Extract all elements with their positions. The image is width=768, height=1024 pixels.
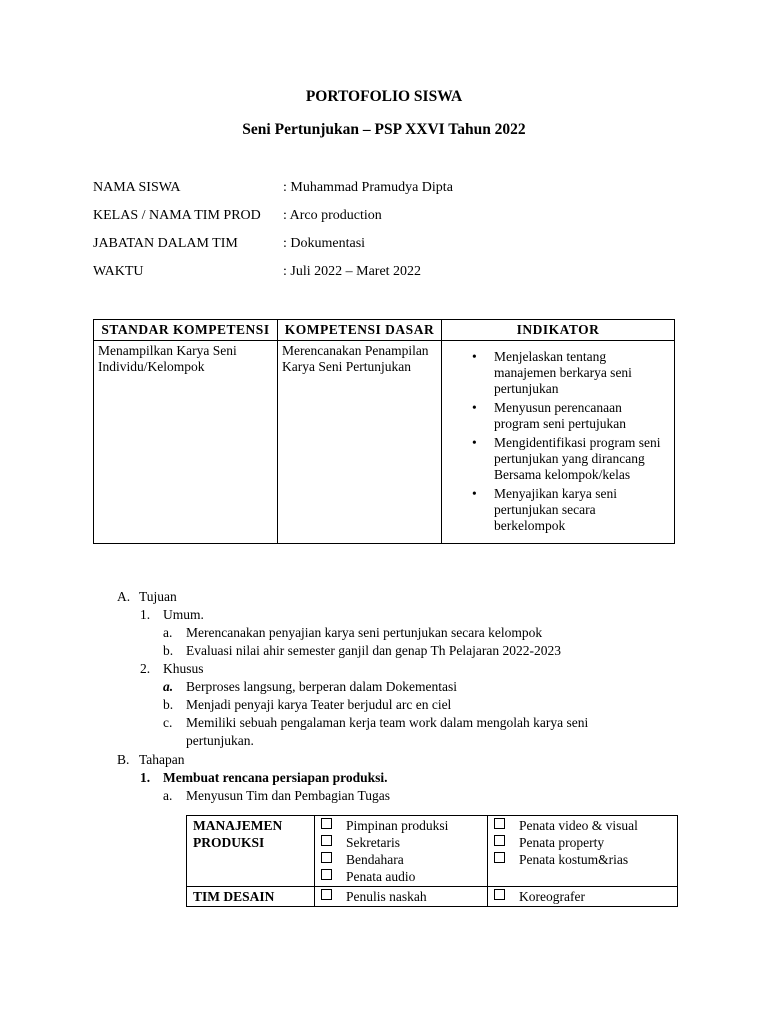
role-list bbox=[494, 888, 671, 905]
team-table bbox=[186, 815, 678, 907]
umum-item-marker: b. bbox=[163, 643, 174, 658]
role-item bbox=[494, 888, 671, 905]
role-item bbox=[321, 868, 481, 885]
indikator-text: Mengidentifikasi program seni pertunjukan yang dirancang Bersama kelompok/kelas bbox=[494, 435, 661, 482]
bullet-icon: • bbox=[472, 486, 477, 501]
team-col2 bbox=[488, 887, 678, 907]
checkbox-icon bbox=[321, 889, 332, 900]
umum-item-text: Merencanakan penyajian karya seni pertunjukan secara kelompok bbox=[186, 625, 543, 640]
role-item bbox=[494, 817, 671, 834]
role-label: Bendahara bbox=[346, 852, 404, 867]
indikator-text: Menjelaskan tentang manajemen berkarya seni pertunjukan bbox=[494, 349, 632, 396]
role-item bbox=[494, 834, 671, 851]
role-label: Penata kostum&rias bbox=[519, 852, 629, 867]
indikator-item bbox=[472, 435, 670, 483]
cell-dasar: Merencanakan Penampilan Karya Seni Pertunjukan bbox=[278, 341, 442, 544]
cell-standar: Menampilkan Karya Seni Individu/Kelompok bbox=[94, 341, 278, 544]
role-item bbox=[321, 817, 481, 834]
section-b-marker: B. bbox=[117, 752, 130, 767]
khusus-item-marker: b. bbox=[163, 697, 174, 712]
team-row-head: TIM DESAIN bbox=[187, 887, 315, 907]
role-list bbox=[494, 817, 671, 868]
info-label-jabatan: JABATAN DALAM TIM bbox=[93, 236, 238, 251]
section-a-marker: A. bbox=[117, 589, 131, 604]
tahap1-label: Membuat rencana persiapan produksi. bbox=[163, 770, 388, 785]
role-label: Pimpinan produksi bbox=[346, 818, 449, 833]
info-label-kelas: KELAS / NAMA TIM PROD bbox=[93, 208, 261, 223]
tahap1-marker: 1. bbox=[140, 770, 151, 785]
kompetensi-table bbox=[93, 319, 675, 544]
section-b-label: Tahapan bbox=[139, 752, 185, 767]
team-row-manajemen bbox=[187, 816, 678, 887]
khusus-marker: 2. bbox=[140, 661, 151, 676]
tahap1a-marker: a. bbox=[163, 788, 173, 803]
team-row-head: MANAJEMEN PRODUKSI bbox=[187, 816, 315, 887]
team-col2 bbox=[488, 816, 678, 887]
role-label: Penata video & visual bbox=[519, 818, 638, 833]
info-value-nama: : Muhammad Pramudya Dipta bbox=[283, 180, 453, 195]
khusus-item-marker: c. bbox=[163, 715, 173, 730]
cell-indikator bbox=[442, 341, 675, 544]
role-list bbox=[321, 817, 481, 885]
khusus-item-text: Menjadi penyaji karya Teater berjudul arc en ciel bbox=[186, 697, 452, 712]
checkbox-icon bbox=[494, 835, 505, 846]
khusus-item-text: Berproses langsung, berperan dalam Dokementasi bbox=[186, 679, 458, 694]
role-label: Penulis naskah bbox=[346, 889, 427, 904]
role-label: Koreografer bbox=[519, 889, 585, 904]
info-label-nama: NAMA SISWA bbox=[93, 180, 181, 195]
page-title: PORTOFOLIO SISWA bbox=[305, 88, 463, 105]
kompetensi-row bbox=[94, 341, 675, 544]
info-value-jabatan: : Dokumentasi bbox=[283, 236, 366, 251]
role-list bbox=[321, 888, 481, 905]
indikator-item bbox=[472, 486, 670, 534]
umum-item-marker: a. bbox=[163, 625, 173, 640]
checkbox-icon bbox=[494, 818, 505, 829]
header-standar-kompetensi: STANDAR KOMPETENSI bbox=[94, 320, 278, 341]
role-item bbox=[321, 834, 481, 851]
indikator-text: Menyusun perencanaan program seni pertujukan bbox=[494, 400, 626, 431]
role-item bbox=[321, 851, 481, 868]
header-indikator: INDIKATOR bbox=[442, 320, 675, 341]
info-value-kelas: : Arco production bbox=[283, 208, 382, 223]
header-kompetensi-dasar: KOMPETENSI DASAR bbox=[278, 320, 442, 341]
indikator-item bbox=[472, 349, 670, 397]
checkbox-icon bbox=[494, 889, 505, 900]
role-label: Penata audio bbox=[346, 869, 416, 884]
umum-marker: 1. bbox=[140, 607, 151, 622]
role-item bbox=[494, 851, 671, 868]
khusus-item-continuation: pertunjukan. bbox=[186, 733, 254, 748]
section-a-label: Tujuan bbox=[139, 589, 177, 604]
khusus-item-text: Memiliki sebuah pengalaman kerja team work dalam mengolah karya seni bbox=[186, 715, 589, 730]
page-subtitle: Seni Pertunjukan – PSP XXVI Tahun 2022 bbox=[242, 121, 526, 138]
role-item bbox=[321, 888, 481, 905]
umum-item-text: Evaluasi nilai ahir semester ganjil dan genap Th Pelajaran 2022-2023 bbox=[186, 643, 562, 658]
umum-label: Umum. bbox=[163, 607, 204, 622]
khusus-label: Khusus bbox=[163, 661, 204, 676]
checkbox-icon bbox=[321, 852, 332, 863]
indikator-text: Menyajikan karya seni pertunjukan secara berkelompok bbox=[494, 486, 617, 533]
team-col1 bbox=[315, 816, 488, 887]
team-row-desain bbox=[187, 887, 678, 907]
kompetensi-header-row bbox=[94, 320, 675, 341]
indikator-list bbox=[446, 349, 670, 534]
tahap1a-label: Menyusun Tim dan Pembagian Tugas bbox=[186, 788, 391, 803]
checkbox-icon bbox=[321, 818, 332, 829]
bullet-icon: • bbox=[472, 435, 477, 450]
checkbox-icon bbox=[494, 852, 505, 863]
team-col1 bbox=[315, 887, 488, 907]
role-label: Penata property bbox=[519, 835, 605, 850]
info-label-waktu: WAKTU bbox=[93, 264, 144, 279]
info-value-waktu: : Juli 2022 – Maret 2022 bbox=[283, 264, 422, 279]
checkbox-icon bbox=[321, 869, 332, 880]
bullet-icon: • bbox=[472, 400, 477, 415]
checkbox-icon bbox=[321, 835, 332, 846]
bullet-icon: • bbox=[472, 349, 477, 364]
indikator-item bbox=[472, 400, 670, 432]
role-label: Sekretaris bbox=[346, 835, 400, 850]
khusus-item-marker: a. bbox=[163, 679, 174, 694]
